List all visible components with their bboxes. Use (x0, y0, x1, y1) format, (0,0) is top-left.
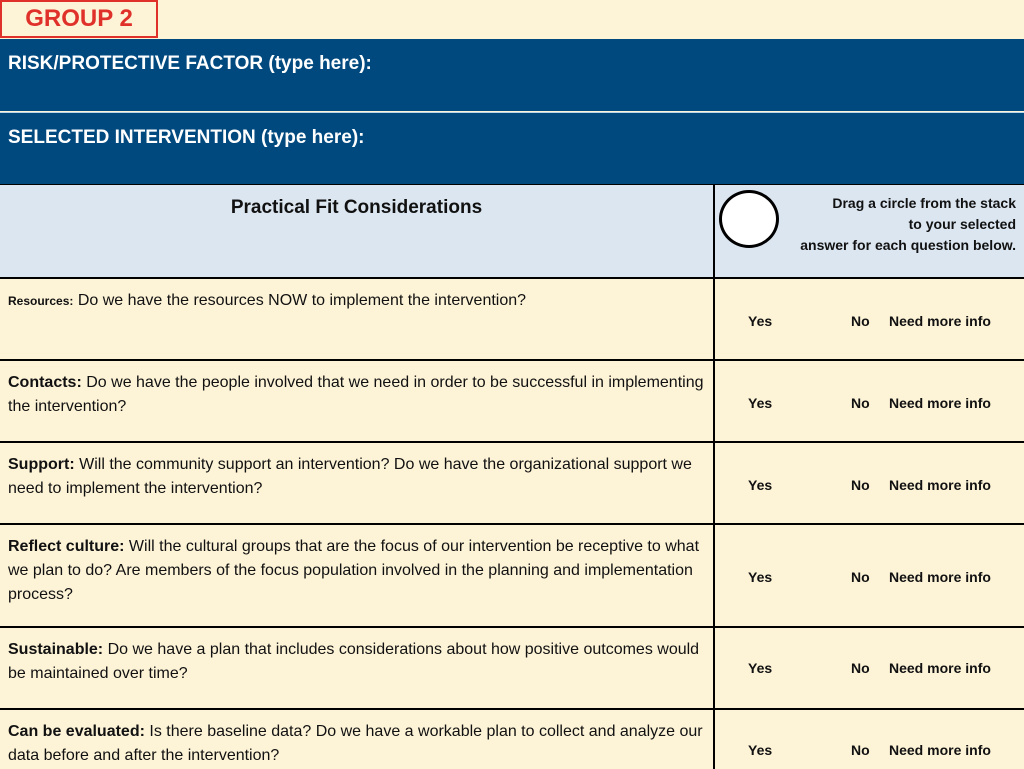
answer-cell (713, 710, 1024, 769)
question-text: Will the cultural groups that are the focus of our intervention be receptive to what we plan to do? Are members of the focus population involved in the planning and implementation process? (8, 538, 700, 603)
table-row (0, 525, 1024, 628)
question-label: Resources: (8, 294, 74, 308)
answer-need-more-info[interactable]: Need more info (889, 395, 991, 411)
question-label: Can be evaluated: (8, 723, 145, 740)
table-title: Practical Fit Considerations (230, 197, 483, 218)
question-cell (0, 361, 713, 441)
answer-cell (713, 443, 1024, 523)
table-row (0, 628, 1024, 710)
answer-need-more-info[interactable]: Need more info (889, 313, 991, 329)
intervention-field[interactable] (0, 112, 1024, 184)
answer-no[interactable]: No (851, 660, 870, 676)
answer-cell (713, 628, 1024, 708)
answer-yes[interactable]: Yes (748, 742, 773, 758)
table-row (0, 710, 1024, 769)
risk-factor-label: RISK/PROTECTIVE FACTOR (type here): (8, 53, 372, 74)
question-label: Reflect culture: (8, 538, 125, 555)
answer-cell (713, 279, 1024, 359)
question-cell (0, 279, 713, 359)
answer-yes[interactable]: Yes (748, 395, 773, 411)
question-text: Is there baseline data? Do we have a workable plan to collect and analyze our data before and after the intervention? (8, 723, 703, 764)
practical-fit-table (0, 184, 1024, 768)
table-row (0, 361, 1024, 443)
question-text: Do we have the people involved that we need in order to be successful in implementing the intervention? (8, 374, 704, 415)
table-header (0, 185, 1024, 279)
answer-yes[interactable]: Yes (748, 569, 773, 585)
answer-yes[interactable]: Yes (748, 660, 773, 676)
answer-no[interactable]: No (851, 313, 870, 329)
answer-need-more-info[interactable]: Need more info (889, 660, 991, 676)
answer-no[interactable]: No (851, 569, 870, 585)
answer-yes[interactable]: Yes (748, 313, 773, 329)
risk-factor-field[interactable] (0, 39, 1024, 111)
drag-instructions: Drag a circle from the stack to your selected answer for each question below. (800, 195, 1016, 253)
answer-cell (713, 525, 1024, 626)
answer-need-more-info[interactable]: Need more info (889, 477, 991, 493)
question-cell (0, 443, 713, 523)
intervention-label: SELECTED INTERVENTION (type here): (8, 127, 365, 148)
table-row (0, 443, 1024, 525)
question-cell (0, 710, 713, 769)
answer-no[interactable]: No (851, 477, 870, 493)
question-cell (0, 525, 713, 626)
question-text: Do we have the resources NOW to implement the intervention? (77, 292, 527, 309)
answer-no[interactable]: No (851, 742, 870, 758)
answer-need-more-info[interactable]: Need more info (889, 569, 991, 585)
answer-cell (713, 361, 1024, 441)
question-text: Will the community support an intervention? Do we have the organizational support we need to implement the intervention? (8, 456, 692, 497)
question-cell (0, 628, 713, 708)
answer-yes[interactable]: Yes (748, 477, 773, 493)
table-row (0, 279, 1024, 361)
answer-no[interactable]: No (851, 395, 870, 411)
answer-need-more-info[interactable]: Need more info (889, 742, 991, 758)
drag-circle-stack[interactable] (719, 190, 779, 248)
question-label: Contacts: (8, 374, 82, 391)
group-label: GROUP 2 (0, 0, 158, 38)
question-label: Sustainable: (8, 641, 104, 658)
question-text: Do we have a plan that includes considerations about how positive outcomes would be maintained over time? (8, 641, 700, 682)
question-label: Support: (8, 456, 75, 473)
